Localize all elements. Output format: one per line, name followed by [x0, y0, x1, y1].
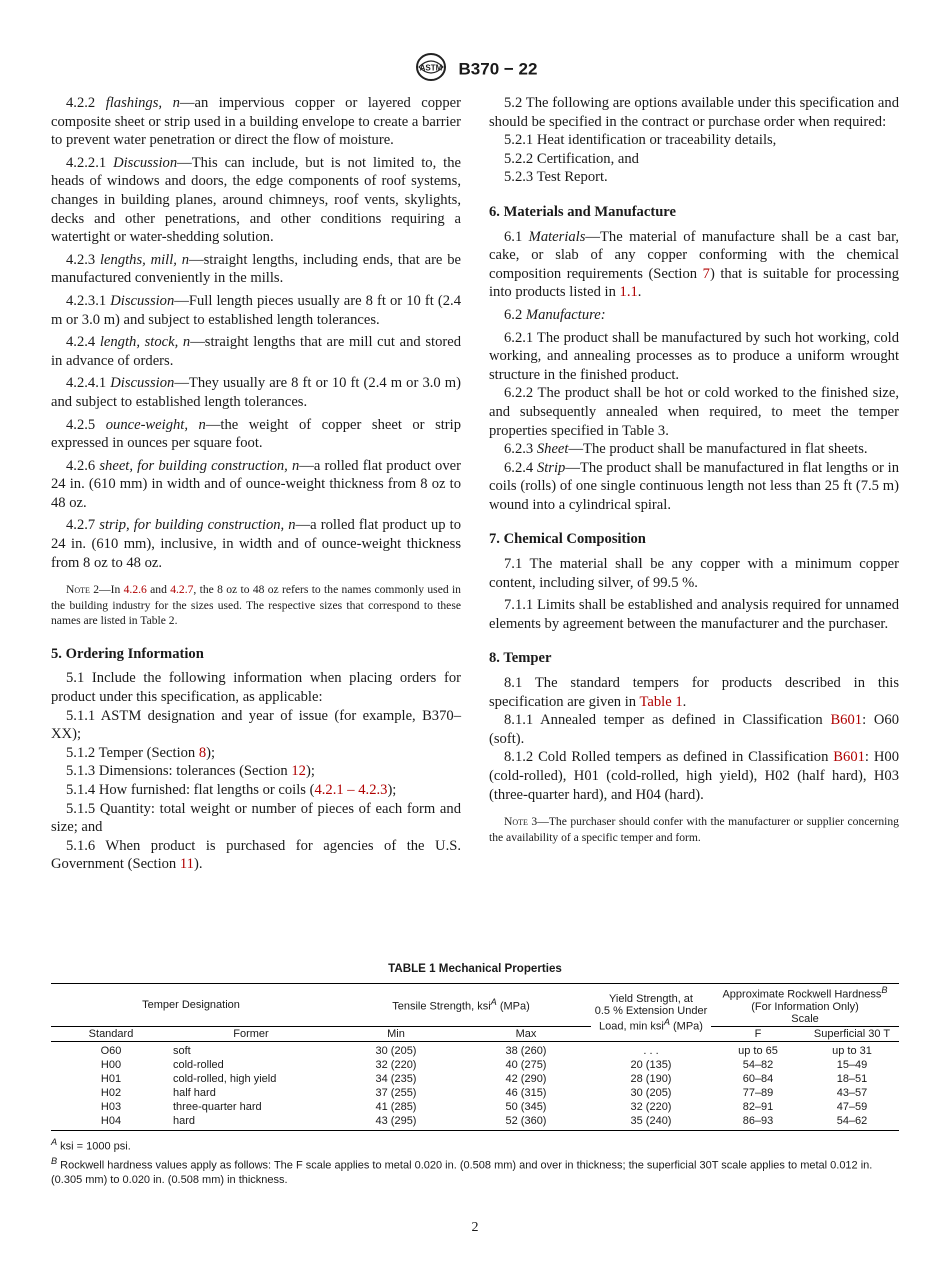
section-7-heading: 7. Chemical Composition — [489, 531, 646, 548]
astm-logo — [413, 52, 449, 87]
cell-tensile-max: 52 (360) — [461, 1114, 591, 1131]
cell-rockwell-f: up to 65 — [738, 1044, 778, 1057]
para-4-2-5: 4.2.5 ounce-weight, n—the weight of copper sheet or strip expressed in ounces per square foot. — [51, 416, 462, 452]
cell-former: three-quarter hard — [173, 1100, 262, 1113]
footnote-b: $^B$ Rockwell hardness values apply as follows: The F scale applies to metal 0.020 in. (0.508 mm) and over in thickness; the superficial 30T scale applies to metal 0.012 in. (0.305 mm) to 0.020 in. (0.508 mm) in thickness. — [51, 1155, 873, 1186]
cell-yield: 32 (220) — [630, 1100, 672, 1113]
cell-tensile-max: 46 (315) — [505, 1086, 547, 1099]
page-number: 2 — [471, 1220, 479, 1235]
ref-section-12-link[interactable]: 12 — [291, 763, 306, 780]
cell-standard: H00 — [100, 1058, 122, 1071]
cell-tensile-min: 30 (205) — [375, 1044, 417, 1057]
cell-rockwell-f: 60–84 — [742, 1072, 774, 1085]
cell-rockwell-f: 86–93 — [711, 1114, 805, 1131]
para-6-2-3: 6.2.3 Sheet—The product shall be manufactured in flat sheets. — [504, 441, 868, 458]
table-row — [51, 1072, 899, 1086]
cell-rockwell-f: 54–82 — [742, 1058, 774, 1071]
cell-superficial-30t: 43–57 — [836, 1086, 868, 1099]
ref-1-1-link[interactable]: 1.1 — [619, 284, 638, 301]
footnote-a: $^A$ ksi = 1000 psi. — [51, 1136, 131, 1153]
cell-yield: 28 (190) — [630, 1072, 672, 1085]
para-5-1-1: 5.1.1 ASTM designation and year of issue (for example, B370–XX); — [51, 707, 461, 743]
cell-superficial-30t: 47–59 — [836, 1100, 868, 1113]
para-6-2-4: 6.2.4 Strip—The product shall be manufactured in flat lengths or in coils (rolls) of one single continuous length not less than 25 ft (7.5 m) wound into a cylindrical spiral. — [489, 459, 899, 513]
subheader-standard: Standard — [51, 1026, 171, 1041]
para-5-2: 5.2 The following are options available under this specification and should be specified in the contract or purchase order when required: — [489, 95, 899, 130]
ref-section-11-link[interactable]: 11 — [179, 856, 194, 873]
cell-superficial-30t: up to 31 — [832, 1044, 872, 1057]
subheader-f-scale: F — [711, 1026, 805, 1041]
para-6-2-1: 6.2.1 The product shall be manufactured by such hot working, cold working, and annealing processes as to produce a uniform wrought structure in the finished product. — [489, 329, 899, 383]
para-5-2-1: 5.2.1 Heat identification or traceability details, — [504, 132, 777, 149]
subheader-former: Former — [171, 1026, 331, 1041]
page-header — [0, 52, 950, 87]
ref-4-2-6-link[interactable]: 4.2.6 — [123, 583, 147, 597]
section-6-heading: 6. Materials and Manufacture — [489, 203, 676, 220]
para-8-1: 8.1 The standard tempers for products described in this specification are given in Table 1. — [489, 675, 899, 710]
ref-b601-link[interactable]: B601 — [833, 749, 865, 766]
para-5-2-2: 5.2.2 Certification, and — [504, 150, 639, 167]
cell-tensile-min: 41 (285) — [375, 1100, 417, 1113]
table-row — [51, 1058, 899, 1072]
ref-4-2-7-link[interactable]: 4.2.7 — [170, 583, 194, 597]
para-5-1: 5.1 Include the following information when placing orders for product under this specification, as applicable: — [51, 670, 461, 705]
note-2: Note 2—In 4.2.6 and 4.2.7, the 8 oz to 48 oz refers to the names commonly used in the building industry for the sizes used. The respective sizes that correspond to these names are listed in Table 2. — [51, 583, 461, 628]
para-7-1: 7.1 The material shall be any copper with a minimum copper content, including silver, of 99.5 %. — [489, 556, 899, 591]
cell-standard: H04 — [51, 1114, 171, 1131]
ref-4-2-1-range-link[interactable]: 4.2.1 – 4.2.3 — [314, 781, 388, 798]
table-row — [51, 1100, 899, 1114]
header-rockwell-hardness: Approximate Rockwell Hardness$^B$ (For Information Only) Scale — [711, 984, 899, 1027]
table-subheader-row — [51, 1026, 899, 1041]
table-grid — [51, 983, 899, 1131]
header-temper-designation: Temper Designation — [51, 984, 331, 1027]
cell-tensile-max: 42 (290) — [505, 1072, 547, 1085]
table-header-row — [51, 984, 899, 1027]
cell-tensile-max: 38 (260) — [505, 1044, 547, 1057]
header-tensile-strength: Tensile Strength, ksi$^A$ (MPa) — [331, 984, 591, 1027]
para-8-1-2: 8.1.2 Cold Rolled tempers as defined in Classification B601: H00 (cold-rolled), H01 (cold-rolled, high yield), H02 (half hard), H03 (three-quarter hard), and H04 (hard). — [489, 749, 899, 803]
cell-tensile-min: 43 (295) — [331, 1114, 461, 1131]
ref-table-1-link[interactable]: Table 1 — [639, 693, 683, 710]
cell-tensile-min: 34 (235) — [375, 1072, 417, 1085]
table-title: TABLE 1 Mechanical Properties — [388, 962, 562, 975]
left-column — [51, 94, 461, 874]
ref-section-7-link[interactable]: 7 — [702, 265, 710, 282]
para-5-2-3: 5.2.3 Test Report. — [504, 169, 608, 186]
table-row — [51, 1041, 899, 1058]
para-5-1-5: 5.1.5 Quantity: total weight or number of pieces of each form and size; and — [51, 800, 461, 836]
cell-rockwell-f: 82–91 — [742, 1100, 774, 1113]
cell-tensile-max: 40 (275) — [505, 1058, 547, 1071]
para-4-2-4-1: 4.2.4.1 Discussion—They usually are 8 ft or 10 ft (2.4 m or 3.0 m) and subject to established length tolerances. — [51, 375, 461, 410]
cell-yield: 30 (205) — [630, 1086, 672, 1099]
para-5-1-6: 5.1.6 When product is purchased for agencies of the U.S. Government (Section 11). — [51, 837, 461, 873]
cell-standard: H03 — [100, 1100, 122, 1113]
section-8-heading: 8. Temper — [489, 650, 552, 667]
table-footnotes — [51, 1135, 899, 1188]
para-4-2-4: 4.2.4 length, stock, n—straight lengths that are mill cut and stored in advance of orders. — [51, 334, 462, 369]
para-5-1-3: 5.1.3 Dimensions: tolerances (Section 12); — [66, 763, 315, 780]
para-4-2-2-1: 4.2.2.1 Discussion—This can include, but is not limited to, the heads of windows and doors, the edge components of roof systems, changes in building planes, around chimneys, roof vents, skylights, decks and other penetrations, and other conditions requiring a watertight or water-shedding solution. — [51, 154, 461, 246]
cell-former: hard — [171, 1114, 331, 1131]
cell-yield: 35 (240) — [591, 1114, 711, 1131]
note-3: Note 3—The purchaser should confer with the manufacturer or supplier concerning the availability of a specific temper and form. — [489, 815, 899, 844]
cell-former: soft — [173, 1044, 191, 1057]
cell-tensile-max: 50 (345) — [505, 1100, 547, 1113]
para-4-2-6: 4.2.6 sheet, for building construction, n—a rolled flat product over 24 in. (610 mm) in width and of ounce-weight thickness from 8 oz to 48 oz. — [51, 457, 461, 511]
subheader-superficial-30t: Superficial 30 T — [805, 1026, 899, 1041]
para-4-2-3: 4.2.3 lengths, mill, n—straight lengths, including ends, that are be manufactured conveniently in the mills. — [51, 251, 461, 287]
svg-text:ASTM: ASTM — [419, 63, 442, 73]
ref-section-8-link[interactable]: 8 — [198, 744, 207, 761]
header-yield-strength: Yield Strength, at 0.5 % Extension Under Load, min ksi$^A$ (MPa) — [591, 984, 711, 1042]
cell-superficial-30t: 54–62 — [805, 1114, 899, 1131]
para-6-2: 6.2 Manufacture: — [504, 306, 606, 323]
para-8-1-1: 8.1.1 Annealed temper as defined in Classification B601: O60 (soft). — [489, 712, 899, 747]
standard-designation: B370 − 22 — [458, 59, 538, 79]
cell-yield: 20 (135) — [630, 1058, 672, 1071]
para-5-1-2: 5.1.2 Temper (Section 8); — [66, 744, 216, 761]
table-row — [51, 1114, 899, 1131]
section-5-heading: 5. Ordering Information — [51, 645, 204, 662]
right-column — [489, 94, 899, 853]
para-4-2-2: 4.2.2 flashings, n—an impervious copper or layered copper composite sheet or strip used in a building envelope to create a barrier to prevent water penetration or direct the flow of moisture. — [51, 95, 461, 149]
table-row — [51, 1086, 899, 1100]
cell-standard: H01 — [100, 1072, 122, 1085]
para-6-1: 6.1 Materials—The material of manufacture shall be a cast bar, cake, or slab of any copper conforming with the chemical composition requirements (Section 7) that is suitable for processing into products listed in 1.1. — [489, 228, 900, 301]
ref-b601-link[interactable]: B601 — [830, 712, 863, 729]
cell-tensile-min: 32 (220) — [375, 1058, 417, 1071]
para-5-1-4: 5.1.4 How furnished: flat lengths or coils (4.2.1 – 4.2.3); — [66, 781, 397, 798]
subheader-max: Max — [461, 1026, 591, 1041]
subheader-min: Min — [331, 1026, 461, 1041]
cell-former: half hard — [173, 1086, 216, 1099]
para-6-2-2: 6.2.2 The product shall be hot or cold worked to the finished size, and subsequently annealed when required, to meet the temper properties specified in Table 3. — [489, 385, 899, 439]
para-4-2-3-1: 4.2.3.1 Discussion—Full length pieces usually are 8 ft or 10 ft (2.4 m or 3.0 m) and subject to established length tolerances. — [51, 292, 461, 328]
cell-standard: O60 — [100, 1044, 122, 1057]
cell-former: cold-rolled — [173, 1058, 224, 1071]
cell-yield: . . . — [643, 1044, 659, 1057]
cell-tensile-min: 37 (255) — [375, 1086, 417, 1099]
cell-standard: H02 — [100, 1086, 122, 1099]
mechanical-properties-table — [51, 962, 899, 1187]
cell-former: cold-rolled, high yield — [173, 1072, 277, 1085]
cell-rockwell-f: 77–89 — [742, 1086, 774, 1099]
cell-superficial-30t: 18–51 — [836, 1072, 868, 1085]
para-4-2-7: 4.2.7 strip, for building construction, n—a rolled flat product up to 24 in. (610 mm), inclusive, in width and of ounce-weight thickness from 8 oz to 48 oz. — [51, 517, 462, 571]
cell-superficial-30t: 15–49 — [836, 1058, 868, 1071]
para-7-1-1: 7.1.1 Limits shall be established and analysis required for unnamed elements by agreement between the manufacturer and the purchaser. — [489, 597, 899, 632]
